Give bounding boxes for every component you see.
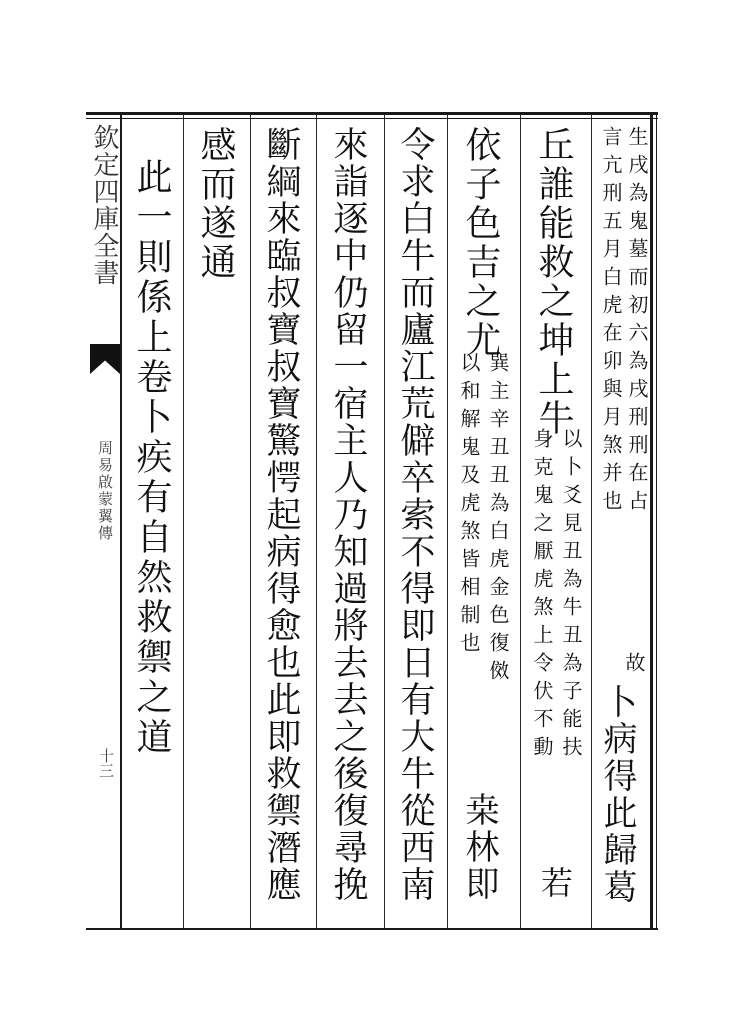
commentary-line: 以卜爻見丑為牛丑為子能扶	[559, 428, 583, 764]
commentary-line: 以和解鬼及虎煞皆相制也	[457, 352, 481, 660]
main-text-column: 依子色吉之尤	[460, 126, 501, 360]
commentary-line: 身克鬼之厭虎煞上令伏不動	[530, 428, 554, 764]
fishtail-mark-icon	[90, 344, 120, 374]
column-divider	[447, 115, 448, 928]
main-text-column: 丘誰能救之坤上牛	[533, 126, 574, 438]
column-divider	[384, 115, 385, 928]
collection-title: 欽定四庫全書	[89, 124, 119, 286]
column-divider	[316, 115, 317, 928]
main-text-column: 斷綱來臨叔寶叔寶驚愕起病得愈也此即救禦潛應	[261, 126, 301, 903]
main-text-column: 感而遂通	[195, 126, 236, 282]
main-text-column: 桒林即	[459, 792, 499, 903]
commentary-line: 言亢刑五月白虎在卯與月煞并也	[599, 126, 623, 518]
commentary-line: 巽主辛丑丑為白虎金色復傚	[486, 352, 510, 688]
summary-text-column: 此一則係上卷卜疾有自然救禦之道	[131, 158, 172, 758]
column-divider	[250, 115, 251, 928]
book-title: 周易啟蒙翼傳	[96, 440, 114, 542]
commentary-line: 故	[622, 652, 646, 680]
frame-top-inner-line	[86, 118, 658, 119]
commentary-line: 生戌為鬼墓而初六為戌刑刑在占	[625, 126, 649, 518]
column-divider	[183, 115, 184, 928]
column-divider	[520, 115, 521, 928]
page-number: 十三	[97, 748, 115, 778]
frame-top-border	[86, 112, 658, 115]
main-text-column: 來詣逐中仍留一宿主人乃知過將去去之後復尋挽	[328, 126, 368, 903]
frame-bottom-border	[86, 928, 658, 930]
frame-right-inner-line	[656, 112, 657, 930]
column-divider	[591, 115, 592, 928]
main-text-column: 若	[536, 866, 574, 901]
main-text-column: 令求白牛而廬江荒僻卒索不得即日有大牛從西南	[395, 126, 435, 903]
main-text-column: 卜病得此歸葛	[597, 684, 637, 906]
